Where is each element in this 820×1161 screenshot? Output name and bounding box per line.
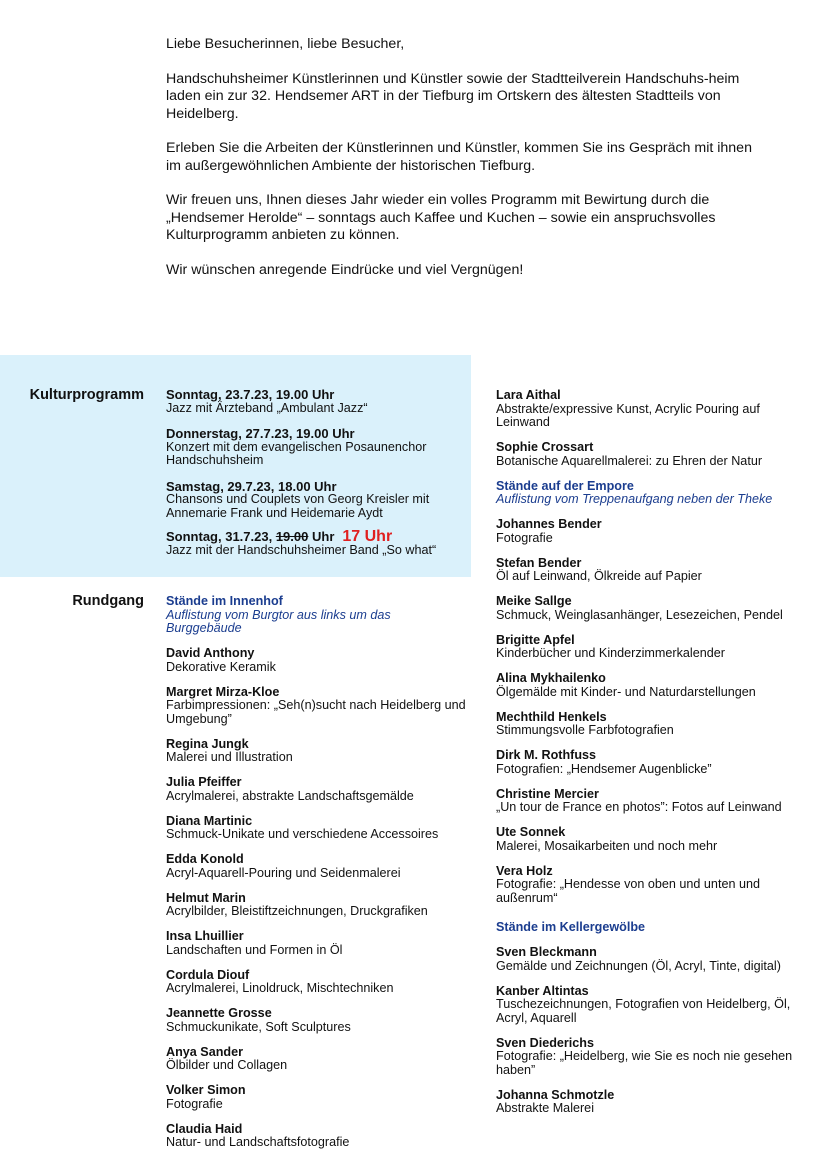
artist-name: Cordula Diouf	[166, 967, 250, 982]
artist-entry	[496, 634, 796, 661]
artist-name: Julia Pfeiffer	[166, 775, 242, 789]
artist-name: Kanber Altintas	[496, 983, 589, 998]
artist-entry	[496, 711, 796, 738]
intro-letter	[166, 36, 766, 296]
innenhof-title: Stände im Innenhof	[166, 594, 283, 608]
artist-name: Christine Mercier	[496, 786, 599, 801]
artist-name: Brigitte Apfel	[496, 632, 575, 647]
artist-description: Fotografie: „Hendesse von oben und unten und außenrum“	[496, 877, 760, 905]
artist-name: Stefan Bender	[496, 555, 582, 570]
artist-description: Abstrakte Malerei	[496, 1101, 594, 1115]
artist-entry	[496, 826, 796, 853]
artist-entry	[496, 749, 796, 776]
innenhof-artist-list	[166, 647, 466, 1150]
event-description: Jazz mit Ärzteband „Ambulant Jazz“	[166, 400, 368, 415]
artist-description: Natur- und Landschaftsfotografie	[166, 1135, 350, 1149]
artist-description: Abstrakte/expressive Kunst, Acrylic Pouring auf Leinwand	[496, 401, 760, 429]
artist-entry	[496, 1089, 796, 1116]
artist-name: David Anthony	[166, 646, 255, 660]
intro-paragraph-1: Handschuhsheimer Künstlerinnen und Künstler sowie der Stadtteilverein Handschuhs-heim laden ein zur 32. Hendsemer ART in der Tiefburg im Ortskern des ältesten Stadtteils von Heidelberg.	[166, 70, 740, 122]
artist-description: Landschaften und Formen in Öl	[166, 942, 343, 957]
artist-description: Kinderbücher und Kinderzimmerkalender	[496, 646, 725, 660]
artist-name: Edda Konold	[166, 852, 244, 866]
artist-name: Claudia Haid	[166, 1121, 243, 1136]
artist-name: Sven Bleckmann	[496, 945, 597, 959]
artist-description: Dekorative Keramik	[166, 659, 276, 674]
artist-name: Insa Lhuillier	[166, 929, 244, 943]
intro-paragraph-2: Erleben Sie die Arbeiten der Künstlerinnen und Künstler, kommen Sie ins Gespräch mit ihnen im außergewöhnlichen Ambiente der historischen Tiefburg.	[166, 140, 752, 174]
event-description: Konzert mit dem evangelischen Posaunenchor Handschuhsheim	[166, 439, 427, 467]
event-date	[166, 530, 466, 544]
artist-entry	[496, 946, 796, 973]
artist-description: Ölbilder und Collagen	[166, 1058, 288, 1072]
artist-entry	[166, 930, 466, 957]
artist-entry	[166, 853, 466, 880]
kulturprogramm-events	[166, 388, 466, 569]
innenhof-column	[166, 595, 466, 1161]
new-time-correction: 17 Uhr	[342, 528, 393, 545]
artist-entry	[496, 788, 796, 815]
event-date: Sonntag, 23.7.23, 19.00 Uhr	[166, 387, 335, 402]
artist-name: Johanna Schmotzle	[496, 1087, 615, 1102]
artist-entry	[496, 389, 796, 430]
artist-name: Vera Holz	[496, 863, 553, 878]
intro-paragraph-4: Wir wünschen anregende Eindrücke und viel Vergnügen!	[166, 261, 524, 278]
artist-entry	[496, 557, 796, 584]
artist-description: Schmuckunikate, Soft Sculptures	[166, 1019, 351, 1034]
right-column	[496, 389, 796, 1127]
event-item	[166, 388, 466, 415]
artist-description: Schmuck-Unikate und verschiedene Accessoires	[166, 827, 439, 841]
artist-description: Malerei, Mosaikarbeiten und noch mehr	[496, 838, 718, 853]
event-description: Jazz mit der Handschuhsheimer Band „So what“	[166, 542, 437, 557]
artist-entry	[496, 1037, 796, 1078]
intro-paragraph-3: Wir freuen uns, Ihnen dieses Jahr wieder ein volles Programm mit Bewirtung durch die „Hendsemer Herolde“ – sonntags auch Kaffee und Kuchen – sowie ein anspruchsvolles Kulturprogramm anbieten zu können.	[166, 192, 716, 243]
keller-header	[496, 921, 796, 935]
artist-entry	[496, 985, 796, 1026]
artist-entry	[166, 1123, 466, 1150]
artist-entry	[166, 686, 466, 727]
artist-entry	[166, 892, 466, 919]
artist-entry	[166, 1007, 466, 1034]
innenhof-subtitle: Auflistung vom Burgtor aus links um das Burggebäude	[166, 607, 391, 635]
artist-description: Stimmungsvolle Farbfotografien	[496, 723, 674, 737]
artist-description: Fotografie: „Heidelberg, wie Sie es noch nie gesehen haben”	[496, 1049, 793, 1077]
event-date-prefix: Sonntag, 31.7.23,	[166, 529, 276, 544]
artist-description: Acrylmalerei, Linoldruck, Mischtechniken	[166, 981, 394, 995]
artist-name: Diana Martinic	[166, 813, 253, 828]
right-top-artist-list	[496, 389, 796, 468]
artist-name: Dirk M. Rothfuss	[496, 748, 597, 762]
artist-entry	[496, 518, 796, 545]
artist-name: Alina Mykhailenko	[496, 671, 606, 685]
artist-description: Acryl-Aquarell-Pouring und Seidenmalerei	[166, 865, 401, 880]
artist-description: Öl auf Leinwand, Ölkreide auf Papier	[496, 569, 702, 583]
artist-entry	[166, 776, 466, 803]
artist-name: Lara Aithal	[496, 388, 561, 402]
artist-description: Tuschezeichnungen, Fotografien von Heidelberg, Öl, Acryl, Aquarell	[496, 997, 791, 1025]
artist-name: Regina Jungk	[166, 736, 249, 751]
kulturprogramm-label: Kulturprogramm	[29, 387, 144, 403]
artist-name: Mechthild Henkels	[496, 709, 607, 724]
event-item	[166, 427, 466, 468]
artist-entry	[166, 738, 466, 765]
artist-description: Acrylmalerei, abstrakte Landschaftsgemälde	[166, 788, 414, 803]
artist-description: Ölgemälde mit Kinder- und Naturdarstellungen	[496, 684, 756, 699]
artist-description: Acrylbilder, Bleistiftzeichnungen, Druckgrafiken	[166, 904, 428, 918]
artist-entry	[496, 865, 796, 906]
artist-description: Botanische Aquarellmalerei: zu Ehren der Natur	[496, 453, 763, 468]
artist-name: Sophie Crossart	[496, 440, 594, 454]
artist-entry	[166, 1084, 466, 1111]
artist-entry	[496, 441, 796, 468]
event-date: Samstag, 29.7.23, 18.00 Uhr	[166, 478, 337, 494]
artist-name: Margret Mirza-Kloe	[166, 684, 280, 699]
artist-entry	[166, 815, 466, 842]
innenhof-header	[166, 595, 466, 636]
artist-entry	[166, 1046, 466, 1073]
greeting: Liebe Besucherinnen, liebe Besucher,	[166, 36, 405, 52]
event-item-changed	[166, 530, 466, 557]
artist-description: Fotografien: „Hendsemer Augenblicke”	[496, 761, 712, 776]
artist-name: Sven Diederichs	[496, 1035, 594, 1050]
artist-description: Fotografie	[166, 1096, 223, 1111]
empore-artist-list	[496, 518, 796, 905]
event-description: Chansons und Couplets von Georg Kreisler mit Annemarie Frank und Heidemarie Aydt	[166, 492, 430, 520]
event-date-suffix: Uhr	[308, 529, 335, 544]
artist-description: „Un tour de France en photos”: Fotos auf Leinwand	[496, 800, 782, 814]
artist-name: Jeannette Grosse	[166, 1006, 272, 1020]
artist-entry	[496, 672, 796, 699]
artist-name: Ute Sonnek	[496, 825, 566, 839]
event-date: Donnerstag, 27.7.23, 19.00 Uhr	[166, 426, 355, 441]
artist-name: Johannes Bender	[496, 517, 602, 531]
artist-description: Farbimpressionen: „Seh(n)sucht nach Heidelberg und Umgebung”	[166, 698, 466, 726]
artist-name: Meike Sallge	[496, 594, 572, 608]
empore-title: Stände auf der Empore	[496, 478, 634, 493]
keller-title: Stände im Kellergewölbe	[496, 920, 646, 934]
artist-description: Gemälde und Zeichnungen (Öl, Acryl, Tinte, digital)	[496, 958, 781, 973]
artist-entry	[496, 595, 796, 622]
event-item	[166, 480, 466, 521]
artist-name: Helmut Marin	[166, 890, 246, 905]
artist-entry	[166, 969, 466, 996]
rundgang-label: Rundgang	[72, 593, 144, 609]
artist-name: Anya Sander	[166, 1044, 243, 1059]
artist-description: Schmuck, Weinglasanhänger, Lesezeichen, Pendel	[496, 607, 783, 622]
artist-name: Volker Simon	[166, 1083, 246, 1097]
struck-time: 19.00	[275, 529, 309, 544]
empore-subtitle: Auflistung vom Treppenaufgang neben der Theke	[496, 492, 773, 506]
keller-artist-list	[496, 946, 796, 1116]
artist-description: Fotografie	[496, 530, 553, 545]
artist-entry	[166, 647, 466, 674]
empore-header	[496, 480, 796, 507]
artist-description: Malerei und Illustration	[166, 750, 293, 764]
